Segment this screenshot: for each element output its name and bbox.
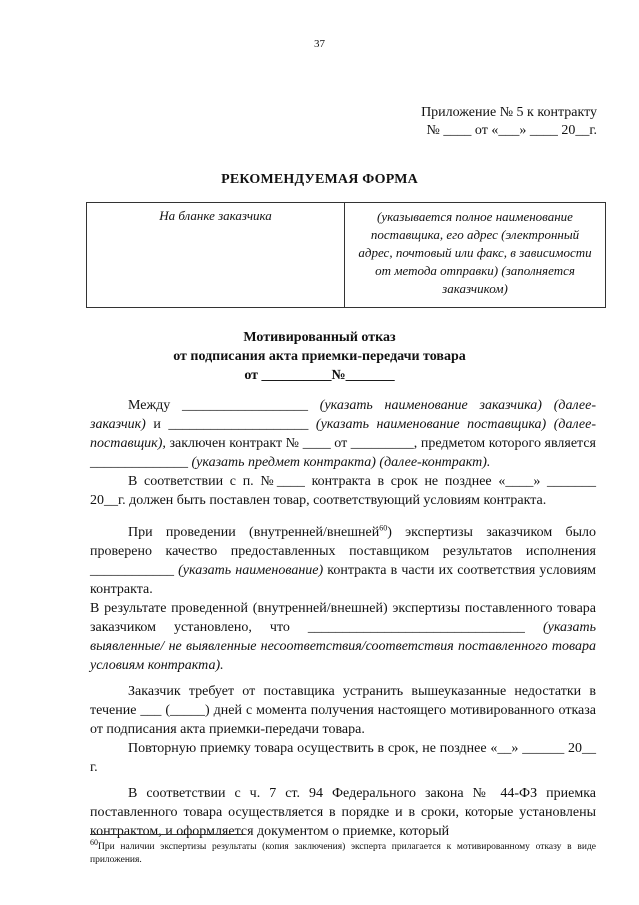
document-title: [0, 328, 639, 385]
text-run: контракта в части их соответствия условиям контракта.: [90, 563, 596, 597]
text-run: В результате проведенной (внутренней/внешней) экспертизы поставленного товара заказчиком установлено, что _______________________________: [90, 601, 596, 635]
paragraph-delivery-term: В соответствии с п. №____ контракта в срок не позднее «____» _______ 20__г. должен быть поставлен товар, соответствующий условиям контракта.: [90, 474, 596, 508]
page-number: 37: [314, 38, 325, 50]
document-title-line-3: от __________№_______: [244, 368, 395, 383]
text-run: Между __________________: [128, 398, 320, 413]
text-run-italic: (указать наименование поставщика) (далее-поставщик),: [90, 417, 596, 451]
appendix-reference: [421, 104, 597, 140]
footnote-number: 60: [90, 837, 98, 847]
paragraph-repeat-acceptance: Повторную приемку товара осуществить в срок, не позднее «__» ______ 20__ г.: [90, 741, 596, 775]
header-table-left-cell: На бланке заказчика: [87, 203, 345, 307]
document-title-line-1: Мотивированный отказ: [243, 330, 396, 345]
paragraph-law-reference: В соответствии с ч. 7 ст. 94 Федерального закона № 44-ФЗ приемка поставленного товара осуществляется в порядке и в сроки, которые установлены контрактом, и оформляется документом о приемке, который: [90, 786, 596, 839]
form-title: РЕКОМЕНДУЕМАЯ ФОРМА: [221, 172, 418, 187]
paragraph-expertise: [90, 523, 596, 599]
text-run-italic: (указать выявленные/ не выявленные несоответствия/соответствия поставленного товара условиям контракта).: [90, 620, 596, 673]
footnote: [90, 837, 596, 867]
text-run-italic: (указать наименование): [178, 563, 324, 578]
footnote-separator: [90, 834, 245, 835]
text-run: При проведении (внутренней/внешней: [128, 525, 380, 540]
text-run: и ____________________: [145, 417, 316, 432]
header-table-right-cell: (указывается полное наименование поставщика, его адрес (электронный адрес, почтовый или факс, в зависимости от метода отправки) (заполняется заказчиком): [358, 209, 592, 296]
footnote-text: При наличии экспертизы результаты (копия заключения) эксперта прилагается к мотивированному отказу в виде приложения.: [90, 842, 596, 865]
text-run-italic: (указать предмет контракта) (далее-контракт).: [191, 455, 491, 470]
paragraph-expertise-result: [90, 599, 596, 675]
paragraph-requirement: Заказчик требует от поставщика устранить вышеуказанные недостатки в течение ___ (_____) дней с момента получения настоящего мотивированного отказа от подписания акта приемки-передачи товара.: [90, 684, 596, 737]
footnote-ref: 60: [379, 523, 388, 533]
appendix-line-1: Приложение № 5 к контракту: [421, 105, 597, 120]
paragraph-parties: [90, 396, 596, 472]
text-run: ) экспертизы заказчиком было проверено качество предоставленных поставщиком результатов исполнения ____________: [90, 525, 597, 578]
text-run: заключен контракт № ____ от _________, предметом которого является ______________: [90, 436, 596, 470]
document-title-line-2: от подписания акта приемки-передачи товара: [173, 349, 466, 364]
text-run-italic: (указать наименование заказчика) (далее-заказчик): [90, 398, 596, 432]
document-body: [90, 396, 596, 841]
appendix-line-2: № ____ от «___» ____ 20__г.: [426, 123, 597, 138]
header-table: [86, 202, 606, 308]
